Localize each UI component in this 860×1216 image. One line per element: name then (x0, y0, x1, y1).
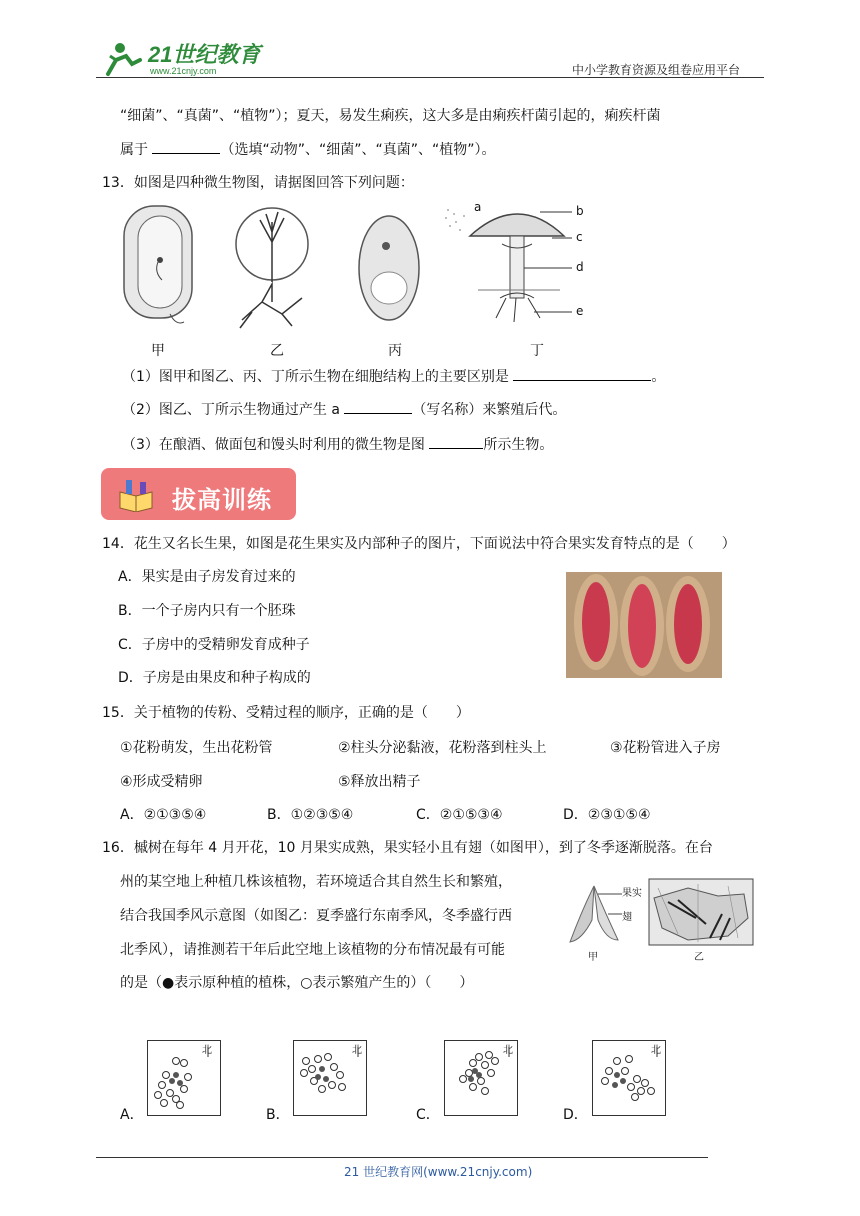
q15-step-2: ②柱头分泌黏液，花粉落到柱头上 (338, 740, 547, 756)
yeast-figure (356, 212, 422, 324)
label-c: c (576, 230, 583, 244)
q16-line1: 16．槭树在每年 4 月开花，10 月果实成熟，果实轻小且有翅（如图甲），到了冬季逐渐脱落。在台 (102, 840, 713, 856)
q12-line1: “细菌”、“真菌”、“植物”）；夏天，易发生痢疾，这大多是由痢疾杆菌引起的，痢疾杆菌 (120, 108, 661, 124)
q15-option-d[interactable]: D．②③①⑤④ (563, 807, 651, 823)
answer-blank[interactable] (429, 434, 483, 449)
option-b-map[interactable] (293, 1040, 367, 1116)
q16-option-a[interactable]: A． (120, 1107, 144, 1123)
q16-option-c[interactable]: C． (416, 1107, 440, 1123)
q13-stem: 13．如图是四种微生物图，请据图回答下列问题： (102, 175, 414, 191)
q15-stem: 15．关于植物的传粉、受精过程的顺序，正确的是（ ） (102, 705, 470, 721)
q15-option-b[interactable]: B．①②③⑤④ (267, 807, 354, 823)
answer-blank[interactable] (152, 139, 220, 154)
label-jia: 甲 (588, 952, 598, 963)
q14-option-d[interactable]: D．子房是由果皮和种子构成的 (118, 670, 311, 686)
caption-yi: 乙 (270, 343, 284, 359)
north-label: 北 (503, 1045, 513, 1056)
q12-line2: 属于 （选填“动物”、“细菌”、“真菌”、“植物”）。 (120, 139, 495, 160)
svg-text:21世纪教育: 21世纪教育 (148, 42, 261, 67)
answer-blank[interactable] (513, 366, 651, 381)
caption-jia: 甲 (151, 343, 165, 359)
mushroom-figure (440, 200, 590, 330)
q15-option-a[interactable]: A．②①③⑤④ (120, 807, 207, 823)
option-c-map[interactable] (444, 1040, 518, 1116)
q16-option-d[interactable]: D． (563, 1107, 588, 1123)
caption-bing: 丙 (388, 343, 402, 359)
label-a: a (474, 200, 482, 214)
label-b: b (576, 204, 584, 218)
label-e: e (576, 304, 584, 318)
q14-option-a[interactable]: A．果实是由子房发育过来的 (118, 569, 296, 585)
north-label: 北 (352, 1045, 362, 1056)
book-icon (118, 478, 154, 512)
north-label: 北 (202, 1045, 212, 1056)
monsoon-map-figure (648, 878, 754, 962)
section-title: 拔高训练 (172, 486, 272, 514)
answer-blank[interactable] (344, 399, 412, 414)
platform-name: 中小学教育资源及组卷应用平台 (572, 63, 741, 77)
q16-option-b[interactable]: B． (266, 1107, 290, 1123)
bacterium-figure (120, 202, 200, 332)
q14-stem: 14．花生又名长生果，如图是花生果实及内部种子的图片，下面说法中符合果实发育特点的是（ ） (102, 536, 736, 552)
peanut-photo (566, 572, 722, 678)
north-label: 北 (651, 1045, 661, 1056)
q15-option-c[interactable]: C．②①⑤③④ (416, 807, 503, 823)
q15-step-1: ①花粉萌发，生出花粉管 (120, 740, 273, 756)
svg-text:www.21cnjy.com: www.21cnjy.com (150, 66, 217, 76)
label-yi: 乙 (694, 952, 704, 963)
label-d: d (576, 260, 584, 274)
site-logo (96, 38, 266, 78)
q14-option-b[interactable]: B．一个子房内只有一个胚珠 (118, 603, 296, 619)
q15-step-3: ③花粉管进入子房 (610, 740, 721, 756)
q16-line5: 的是（●表示原种植的植株，○表示繁殖产生的）（ ） (120, 975, 474, 991)
footer-divider (96, 1157, 708, 1158)
q16-line2: 州的某空地上种植几株该植物，若环境适合其自然生长和繁殖， (120, 874, 512, 890)
mold-figure (232, 202, 322, 332)
header-divider (96, 77, 764, 78)
option-d-map[interactable] (592, 1040, 666, 1116)
maple-fruit-figure (564, 880, 644, 963)
footer-link[interactable]: 21 世纪教育网(www.21cnjy.com) (344, 1165, 533, 1179)
label-fruit: 果实 (622, 888, 642, 899)
q16-line3: 结合我国季风示意图（如图乙：夏季盛行东南季风，冬季盛行西 (120, 908, 512, 924)
q13-sub1: （1）图甲和图乙、丙、丁所示生物在细胞结构上的主要区别是 。 (122, 366, 665, 387)
caption-ding: 丁 (530, 343, 544, 359)
q16-line4: 北季风），请推测若干年后此空地上该植物的分布情况最有可能 (120, 942, 505, 958)
q13-sub3: （3）在酿酒、做面包和馒头时利用的微生物是图 所示生物。 (122, 434, 553, 455)
label-wing: 翅 (622, 912, 632, 923)
option-a-map[interactable] (147, 1040, 221, 1116)
q13-sub2: （2）图乙、丁所示生物通过产生 a （写名称）来繁殖后代。 (122, 399, 566, 420)
q14-option-c[interactable]: C．子房中的受精卵发育成种子 (118, 637, 310, 653)
q15-step-4: ④形成受精卵 (120, 774, 203, 790)
q15-step-5: ⑤释放出精子 (338, 774, 421, 790)
